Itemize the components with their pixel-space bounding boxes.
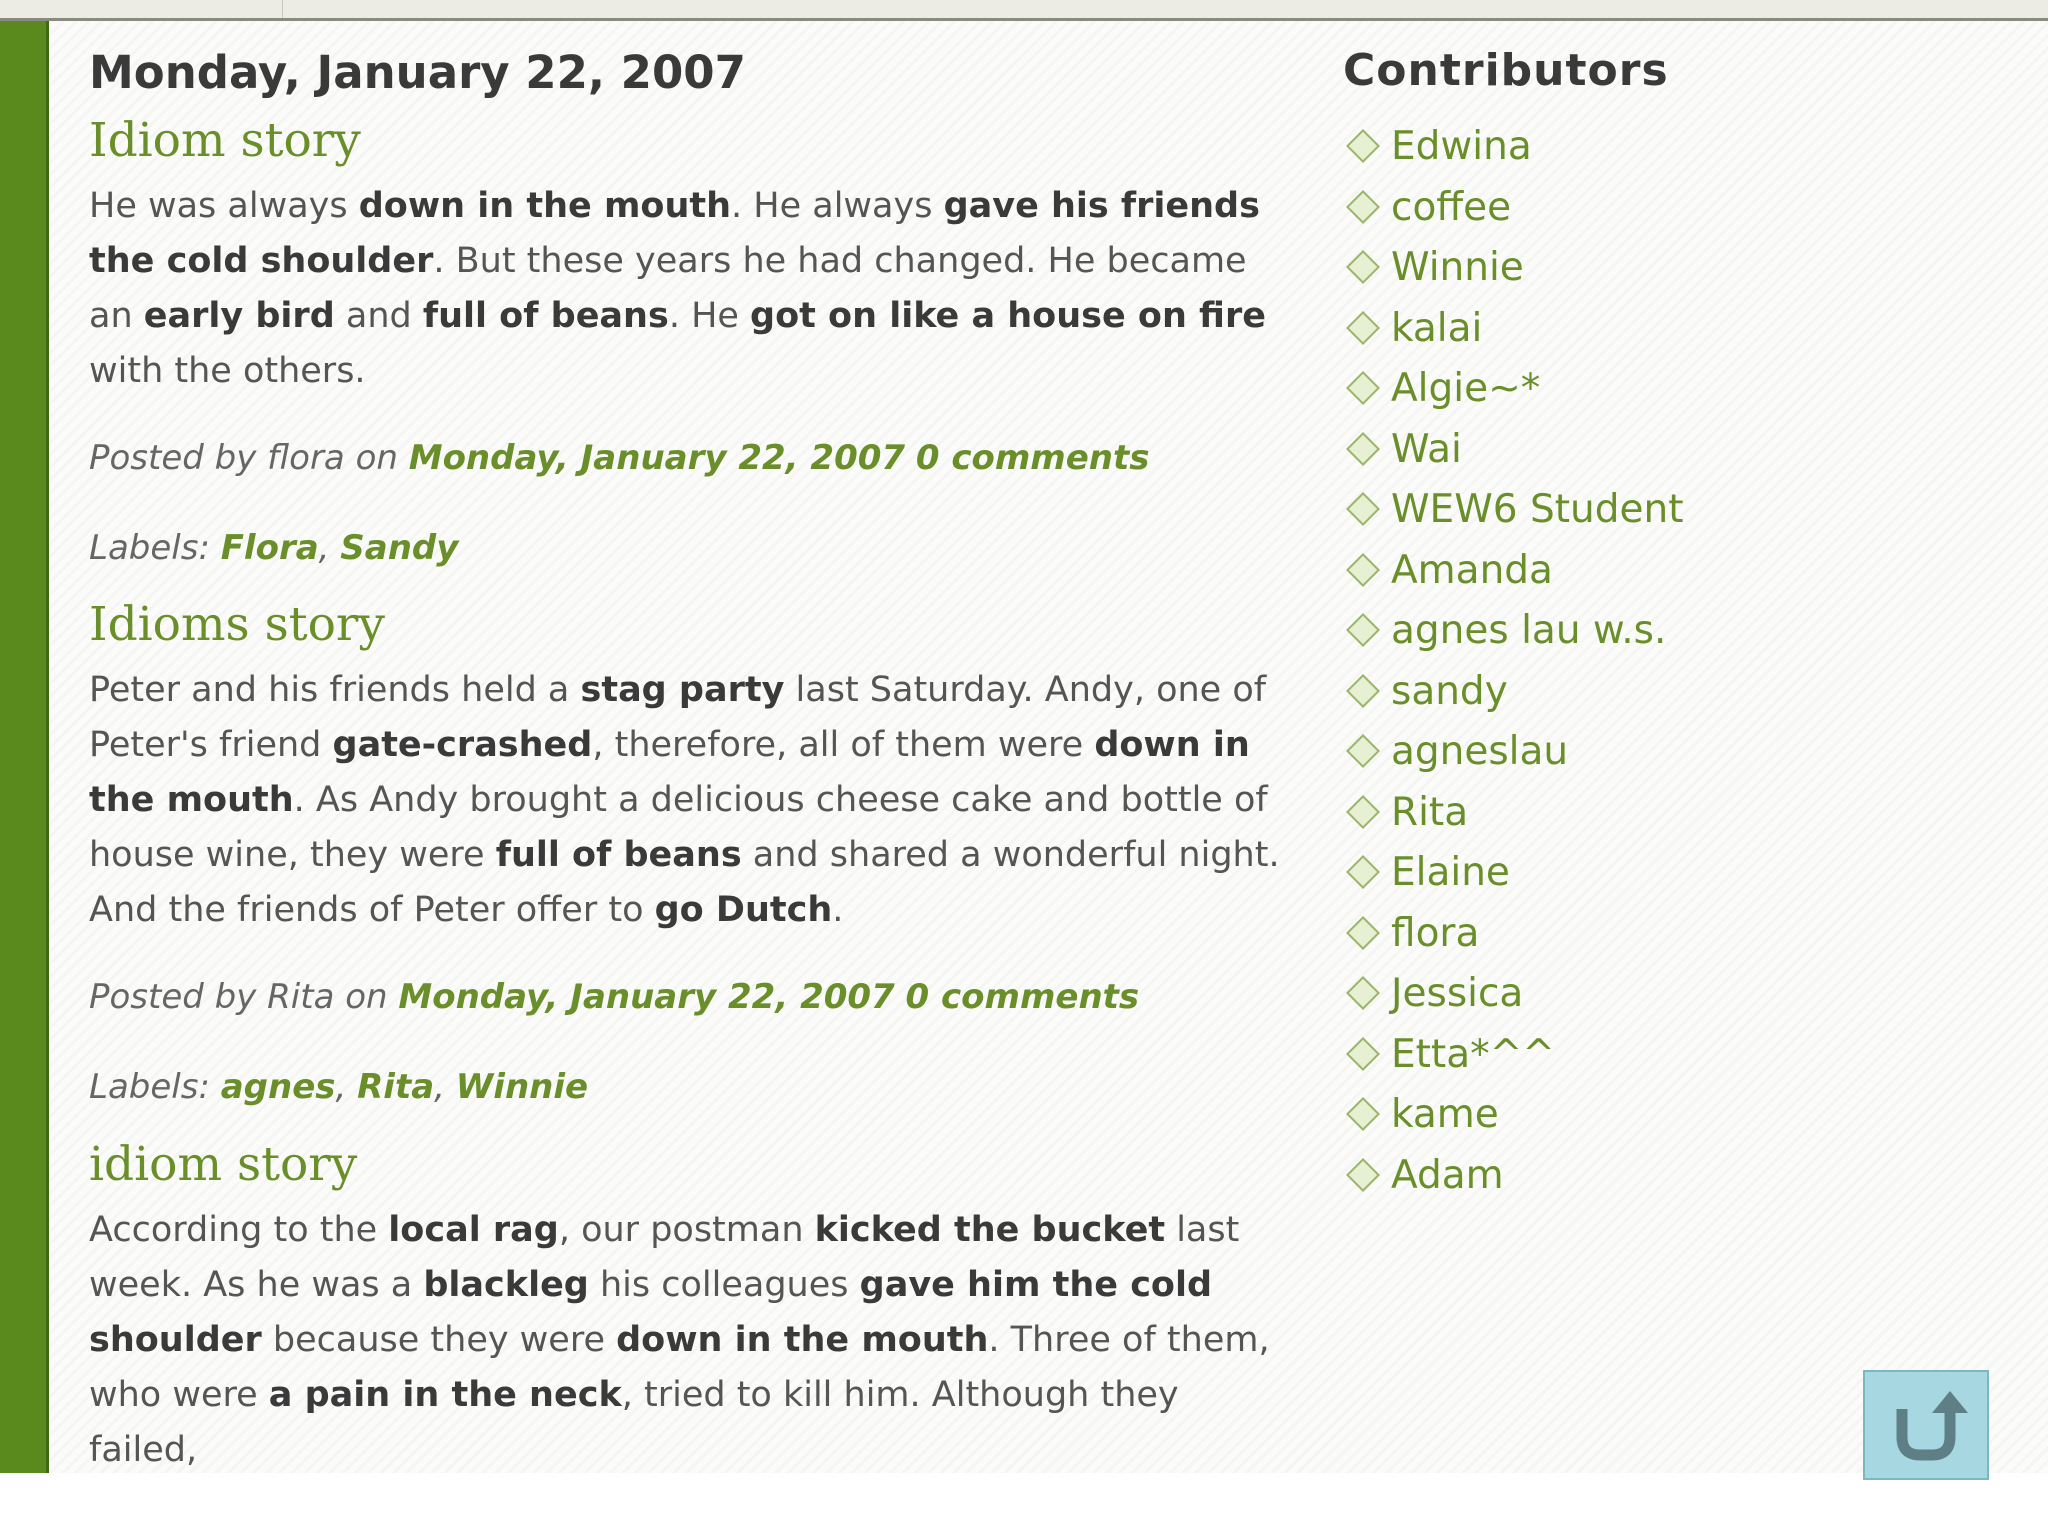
contributors-heading: Contributors: [1343, 45, 1669, 96]
contributor-link[interactable]: Etta*^^: [1391, 1031, 1555, 1077]
post-text: , therefore, all of them were: [592, 725, 1095, 766]
post-date-link[interactable]: Monday, January 22, 2007: [398, 977, 895, 1018]
on-label: on: [334, 977, 399, 1018]
idiom-highlight: full of beans: [422, 296, 669, 337]
contributor-item: [1343, 306, 1983, 367]
contributor-item: [1343, 729, 1983, 790]
idiom-highlight: gave his friends the cold shoulder: [89, 186, 1260, 282]
contributor-item: [1343, 487, 1983, 548]
post-text: According to the: [89, 1209, 389, 1250]
contributor-link[interactable]: Wai: [1391, 426, 1462, 472]
diamond-bullet-icon: [1346, 129, 1380, 163]
main-column: [89, 21, 1289, 1478]
contributor-item: [1343, 548, 1983, 609]
contributor-link[interactable]: Adam: [1391, 1152, 1504, 1198]
top-bar-tab: [62, 0, 283, 18]
post-title[interactable]: Idioms story: [89, 597, 385, 653]
post-text: . But these years he had changed. He became an: [89, 241, 1247, 337]
contributor-link[interactable]: Rita: [1391, 789, 1469, 835]
post-date-link[interactable]: Monday, January 22, 2007: [408, 438, 906, 479]
label-link[interactable]: Rita: [357, 1066, 435, 1107]
post-labels: Labels: Flora, Sandy: [89, 527, 459, 568]
post-text: . Three of them, who were: [89, 1319, 1270, 1415]
date-header: Monday, January 22, 2007: [89, 46, 746, 99]
return-up-arrow-icon: [1884, 1383, 1968, 1467]
idiom-highlight: full of beans: [495, 835, 742, 876]
on-label: on: [344, 438, 409, 479]
diamond-bullet-icon: [1346, 795, 1380, 829]
comments-link[interactable]: 0 comments: [915, 438, 1150, 479]
post-labels: Labels: agnes, Rita, Winnie: [89, 1066, 589, 1107]
left-green-stripe: [0, 21, 49, 1473]
contributor-link[interactable]: kame: [1391, 1092, 1499, 1137]
labels-prefix: Labels:: [89, 527, 221, 568]
contributor-item: [1343, 971, 1983, 1032]
post-text: . As Andy brought a delicious cheese cake and bottle of house wine, they were: [89, 780, 1268, 876]
post: [89, 110, 1289, 572]
contributor-link[interactable]: Winnie: [1391, 245, 1524, 290]
post-text: and shared a wonderful night. And the friends of Peter offer to: [89, 835, 1280, 931]
contributor-link[interactable]: Algie~*: [1391, 366, 1541, 411]
contributor-item: [1343, 911, 1983, 972]
idiom-highlight: down in the mouth: [616, 1319, 989, 1360]
contributors-list: [1343, 124, 1983, 1213]
diamond-bullet-icon: [1346, 250, 1380, 284]
post-title[interactable]: Idiom story: [89, 113, 361, 168]
diamond-bullet-icon: [1346, 1037, 1380, 1071]
contributor-item: [1343, 669, 1983, 730]
contributor-item: [1343, 124, 1983, 185]
post-text: He was always: [89, 186, 359, 227]
contributor-link[interactable]: Amanda: [1391, 547, 1553, 593]
post-text: . He always: [731, 186, 944, 227]
diamond-bullet-icon: [1346, 190, 1380, 224]
contributor-item: [1343, 1032, 1983, 1093]
contributor-link[interactable]: kalai: [1391, 305, 1483, 351]
post-author: Rita: [267, 977, 335, 1018]
diamond-bullet-icon: [1346, 1158, 1380, 1192]
contributor-link[interactable]: flora: [1391, 910, 1480, 956]
contributor-link[interactable]: agnes lau w.s.: [1391, 608, 1667, 653]
post-text: last Saturday. Andy, one of Peter's friend: [89, 670, 1267, 766]
contributor-link[interactable]: coffee: [1391, 184, 1512, 230]
post-body: [89, 179, 1289, 399]
post-text: . He: [668, 296, 751, 337]
idiom-highlight: a pain in the neck: [268, 1374, 622, 1415]
diamond-bullet-icon: [1346, 674, 1380, 708]
post-body: [89, 663, 1289, 938]
contributor-item: [1343, 608, 1983, 669]
diamond-bullet-icon: [1346, 976, 1380, 1010]
post-text: .: [832, 890, 844, 931]
contributor-link[interactable]: Jessica: [1391, 971, 1524, 1016]
post: [89, 594, 1289, 1111]
contributor-link[interactable]: Edwina: [1391, 124, 1532, 169]
idiom-highlight: gate-crashed: [332, 725, 593, 766]
posted-by-label: Posted by: [89, 438, 268, 479]
idiom-highlight: down in the mouth: [358, 186, 732, 227]
idiom-highlight: go Dutch: [654, 890, 833, 931]
idiom-highlight: got on like a house on fire: [750, 296, 1266, 337]
browser-top-bar: [0, 0, 2048, 21]
post-text: Peter and his friends held a: [89, 670, 581, 711]
idiom-highlight: early bird: [143, 296, 335, 337]
diamond-bullet-icon: [1346, 734, 1380, 768]
contributor-item: [1343, 245, 1983, 306]
labels-prefix: Labels:: [89, 1066, 221, 1107]
diamond-bullet-icon: [1346, 432, 1380, 466]
sidebar: [1343, 45, 1983, 1213]
post-text: because they were: [261, 1319, 617, 1360]
contributor-item: [1343, 1092, 1983, 1153]
contributor-item: [1343, 427, 1983, 488]
diamond-bullet-icon: [1346, 553, 1380, 587]
post-footer: [89, 974, 1289, 1022]
diamond-bullet-icon: [1346, 916, 1380, 950]
post-text: with the others.: [89, 351, 366, 392]
diamond-bullet-icon: [1346, 613, 1380, 647]
contributor-item: [1343, 850, 1983, 911]
label-link[interactable]: agnes: [220, 1066, 336, 1107]
contributor-item: [1343, 1153, 1983, 1214]
blog-page: [49, 21, 2048, 1473]
label-link[interactable]: Flora: [220, 527, 319, 568]
idiom-highlight: stag party: [580, 670, 785, 711]
contributor-link[interactable]: Elaine: [1391, 850, 1510, 895]
diamond-bullet-icon: [1346, 371, 1380, 405]
post-text: last week. As he was a: [89, 1209, 1240, 1305]
post-text: , tried to kill him. Although they failed,: [89, 1374, 1179, 1470]
idiom-highlight: kicked the bucket: [814, 1209, 1166, 1250]
diamond-bullet-icon: [1346, 311, 1380, 345]
diamond-bullet-icon: [1346, 492, 1380, 526]
contributor-item: [1343, 366, 1983, 427]
post-author: flora: [267, 438, 345, 479]
post-text: and: [334, 296, 423, 337]
comments-link[interactable]: 0 comments: [905, 977, 1140, 1018]
label-link[interactable]: Sandy: [340, 527, 459, 568]
idiom-highlight: local rag: [388, 1209, 559, 1250]
post-title[interactable]: idiom story: [89, 1136, 358, 1192]
contributor-link[interactable]: WEW6 Student: [1391, 487, 1684, 532]
contributor-item: [1343, 185, 1983, 246]
idiom-highlight: down in the mouth: [89, 725, 1250, 821]
contributor-link[interactable]: agneslau: [1391, 729, 1569, 774]
diamond-bullet-icon: [1346, 855, 1380, 889]
idiom-highlight: blackleg: [423, 1264, 589, 1305]
contributor-link[interactable]: sandy: [1391, 668, 1508, 714]
post-text: , our postman: [558, 1209, 815, 1250]
post-body: [89, 1203, 1289, 1478]
contributor-item: [1343, 790, 1983, 851]
back-to-top-button[interactable]: [1863, 1370, 1989, 1480]
post: [89, 1134, 1289, 1478]
label-link[interactable]: Winnie: [455, 1066, 589, 1107]
diamond-bullet-icon: [1346, 1097, 1380, 1131]
post-footer: [89, 435, 1289, 483]
idiom-highlight: gave him the cold shoulder: [89, 1264, 1213, 1360]
posted-by-label: Posted by: [89, 977, 268, 1018]
post-text: his colleagues: [588, 1264, 860, 1305]
